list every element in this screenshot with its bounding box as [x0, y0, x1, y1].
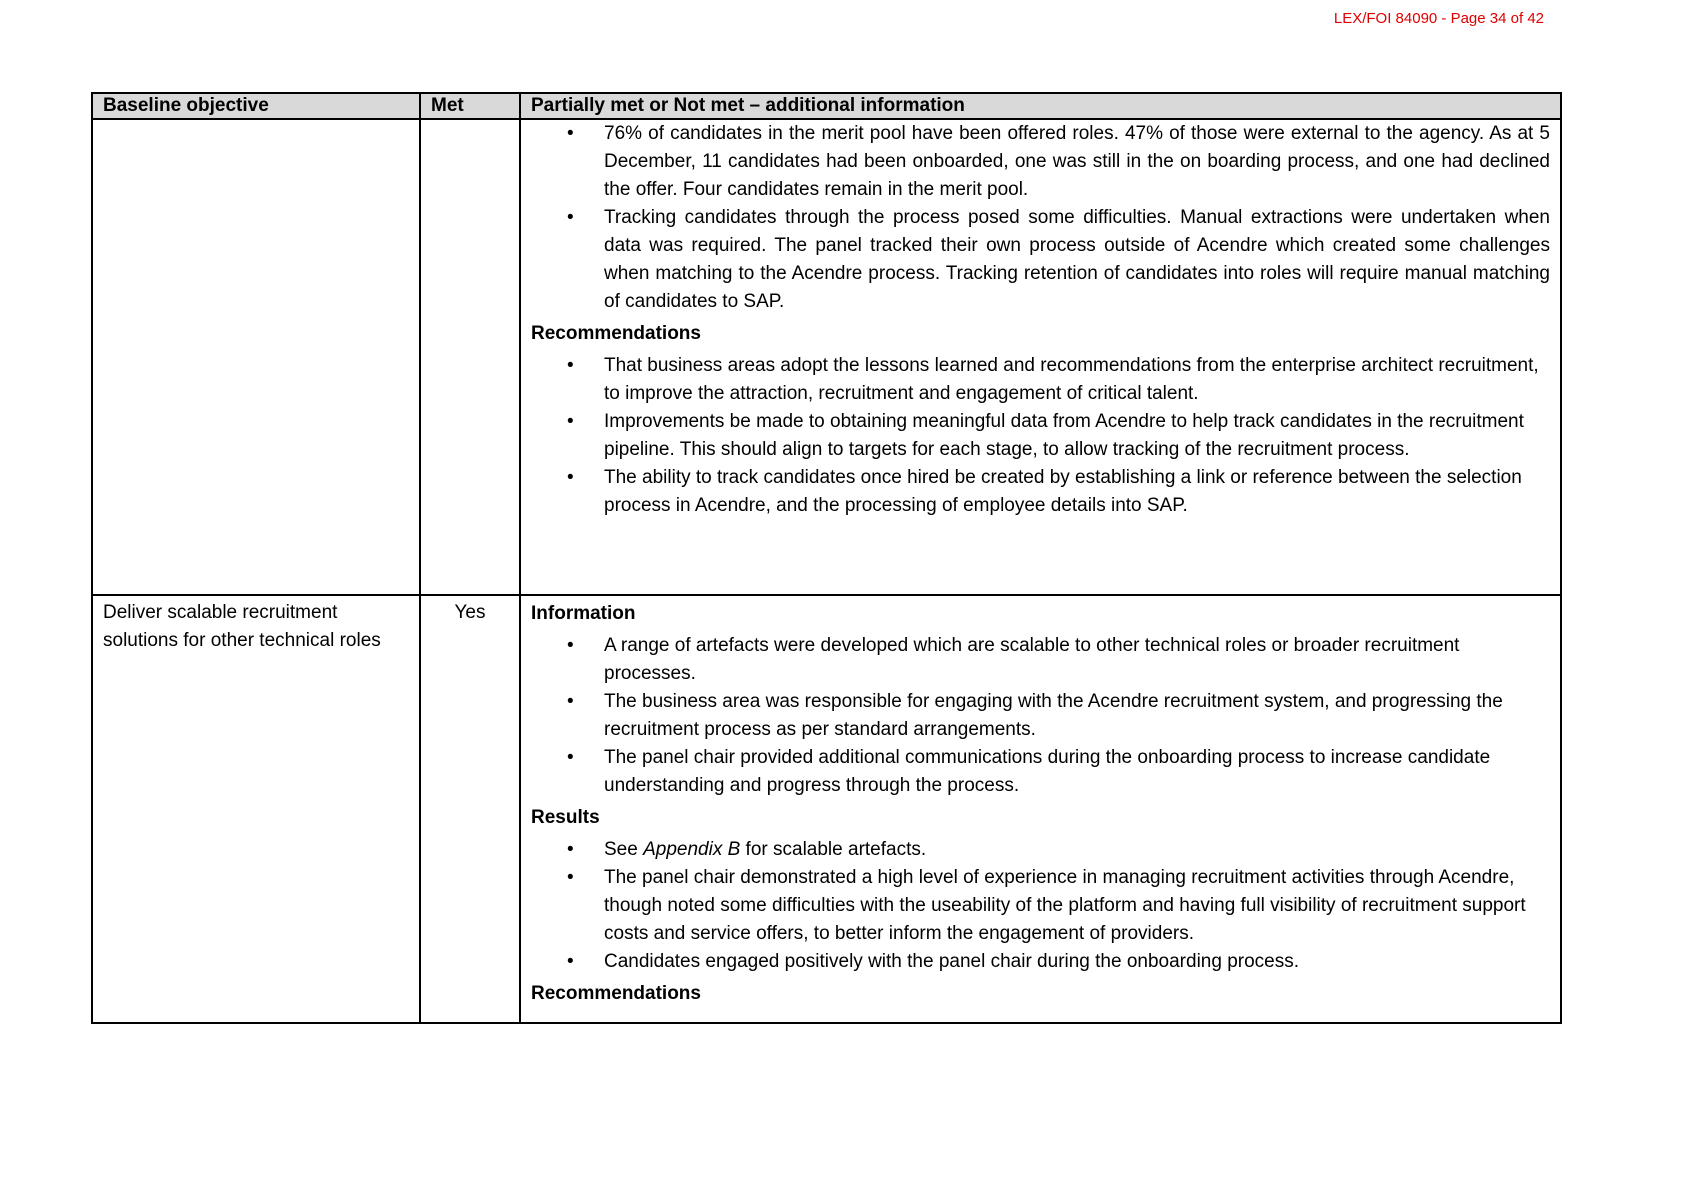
objective-cell	[92, 119, 420, 595]
list-item: • Improvements be made to obtaining meaningful data from Acendre to help track candidates in the recruitment pipeline. This should align to targets for each stage, to allow tracking of the recruitment process.	[604, 408, 1550, 464]
list-item: • The panel chair demonstrated a high level of experience in managing recruitment activities through Acendre, though noted some difficulties with the useability of the platform and having full visibility of recruitment support costs and service offers, to better inform the engagement of providers.	[604, 864, 1550, 948]
list-item: • Candidates engaged positively with the panel chair during the onboarding process.	[604, 948, 1550, 976]
table-row	[92, 595, 1561, 1023]
met-cell: Yes	[420, 595, 520, 1023]
bullet-list	[531, 120, 1550, 316]
objectives-table	[91, 92, 1562, 1024]
section-heading-recommendations: Recommendations	[531, 983, 701, 1004]
header-additional-information: Partially met or Not met – additional information	[520, 93, 1561, 119]
bullet-list	[531, 352, 1550, 520]
section-heading-results: Results	[531, 807, 600, 828]
header-met: Met	[420, 93, 520, 119]
objective-cell: Deliver scalable recruitment solutions for other technical roles	[92, 595, 420, 1023]
table-row	[92, 119, 1561, 595]
bullet-list	[531, 836, 1550, 976]
appendix-reference: Appendix B	[643, 839, 741, 860]
bullet-list	[531, 632, 1550, 800]
section-heading-information: Information	[531, 603, 636, 624]
met-cell	[420, 119, 520, 595]
info-cell	[520, 119, 1561, 595]
list-item-text: for scalable artefacts.	[740, 839, 927, 860]
section-heading-recommendations: Recommendations	[531, 323, 701, 344]
table-header-row	[92, 93, 1561, 119]
list-item-text: See	[604, 839, 644, 860]
list-item: • Tracking candidates through the process posed some difficulties. Manual extractions were undertaken when data was required. The panel tracked their own process outside of Acendre which created some challenges when matching to the Acendre process. Tracking retention of candidates into roles will require manual matching of candidates to SAP.	[604, 204, 1550, 316]
list-item: • The ability to track candidates once hired be created by establishing a link or reference between the selection process in Acendre, and the processing of employee details into SAP.	[604, 464, 1550, 520]
list-item: • 76% of candidates in the merit pool have been offered roles. 47% of those were external to the agency. As at 5 December, 11 candidates had been onboarded, one was still in the on boarding process, and one had declined the offer. Four candidates remain in the merit pool.	[604, 120, 1550, 204]
list-item: • The panel chair provided additional communications during the onboarding process to increase candidate understanding and progress through the process.	[604, 744, 1550, 800]
list-item: • The business area was responsible for engaging with the Acendre recruitment system, and progressing the recruitment process as per standard arrangements.	[604, 688, 1550, 744]
page-identifier: LEX/FOI 84090 - Page 34 of 42	[1333, 10, 1544, 27]
list-item: • That business areas adopt the lessons learned and recommendations from the enterprise architect recruitment, to improve the attraction, recruitment and engagement of critical talent.	[604, 352, 1550, 408]
list-item: • A range of artefacts were developed which are scalable to other technical roles or broader recruitment processes.	[604, 632, 1550, 688]
info-cell	[520, 595, 1561, 1023]
list-item	[604, 836, 1550, 864]
header-baseline-objective: Baseline objective	[92, 93, 420, 119]
